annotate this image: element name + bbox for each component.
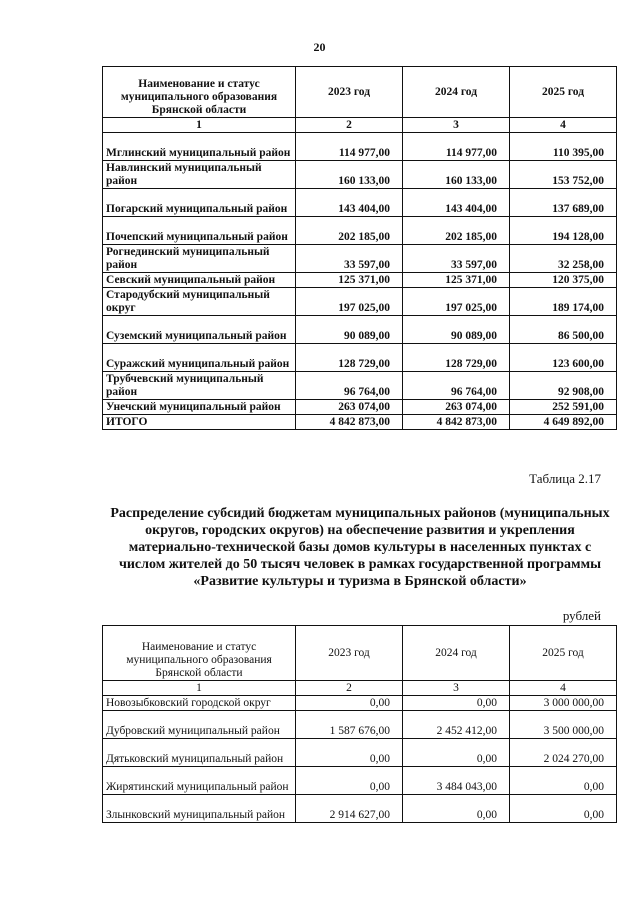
cell-2023: 1 587 676,00 — [296, 711, 403, 739]
cell-name: Погарский муниципальный район — [103, 189, 296, 217]
table-row — [103, 273, 617, 288]
table-row — [103, 217, 617, 245]
cell-2024: 0,00 — [403, 696, 510, 711]
cell-name: Жирятинский муниципальный район — [103, 767, 296, 795]
cell-2023: 202 185,00 — [296, 217, 403, 245]
table-culture-subsidies — [102, 625, 617, 823]
cell-name: Дятьковский муниципальный район — [103, 739, 296, 767]
cell-name: Унечский муниципальный район — [103, 400, 296, 415]
cell-2025: 2 024 270,00 — [510, 739, 617, 767]
index-cell: 1 — [103, 118, 296, 133]
index-cell: 3 — [403, 681, 510, 696]
cell-2023: 197 025,00 — [296, 288, 403, 316]
table-municipal-allocations — [102, 66, 617, 430]
cell-2023: 0,00 — [296, 767, 403, 795]
header-2023: 2023 год — [296, 67, 403, 118]
cell-2025: 3 000 000,00 — [510, 696, 617, 711]
cell-2024: 33 597,00 — [403, 245, 510, 273]
cell-2025: 137 689,00 — [510, 189, 617, 217]
header-2025: 2025 год — [510, 626, 617, 681]
cell-2025: 92 908,00 — [510, 372, 617, 400]
cell-2024: 90 089,00 — [403, 316, 510, 344]
cell-total-2023: 4 842 873,00 — [296, 415, 403, 430]
cell-2025: 32 258,00 — [510, 245, 617, 273]
cell-2023: 2 914 627,00 — [296, 795, 403, 823]
cell-2024: 3 484 043,00 — [403, 767, 510, 795]
cell-2023: 114 977,00 — [296, 133, 403, 161]
table-row — [103, 400, 617, 415]
cell-2023: 33 597,00 — [296, 245, 403, 273]
index-cell: 2 — [296, 118, 403, 133]
cell-2024: 96 764,00 — [403, 372, 510, 400]
cell-2023: 0,00 — [296, 696, 403, 711]
cell-2025: 123 600,00 — [510, 344, 617, 372]
cell-2023: 90 089,00 — [296, 316, 403, 344]
cell-2024: 128 729,00 — [403, 344, 510, 372]
cell-name: Мглинский муниципальный район — [103, 133, 296, 161]
table-row — [103, 767, 617, 795]
cell-total-2025: 4 649 892,00 — [510, 415, 617, 430]
cell-name: Новозыбковский городской округ — [103, 696, 296, 711]
cell-2025: 3 500 000,00 — [510, 711, 617, 739]
table-row — [103, 795, 617, 823]
table-row — [103, 133, 617, 161]
header-2024: 2024 год — [403, 626, 510, 681]
cell-2025: 189 174,00 — [510, 288, 617, 316]
cell-name: Навлинский муниципальный район — [103, 161, 296, 189]
table-row — [103, 316, 617, 344]
table-row — [103, 161, 617, 189]
cell-name: Почепский муниципальный район — [103, 217, 296, 245]
cell-2023: 96 764,00 — [296, 372, 403, 400]
cell-2023: 0,00 — [296, 739, 403, 767]
table-row — [103, 344, 617, 372]
cell-2024: 143 404,00 — [403, 189, 510, 217]
cell-2023: 143 404,00 — [296, 189, 403, 217]
index-cell: 3 — [403, 118, 510, 133]
cell-name: Рогнединский муниципальный район — [103, 245, 296, 273]
cell-2024: 197 025,00 — [403, 288, 510, 316]
cell-2025: 0,00 — [510, 795, 617, 823]
cell-2023: 263 074,00 — [296, 400, 403, 415]
cell-2024: 125 371,00 — [403, 273, 510, 288]
cell-2024: 2 452 412,00 — [403, 711, 510, 739]
cell-2023: 128 729,00 — [296, 344, 403, 372]
cell-2024: 263 074,00 — [403, 400, 510, 415]
table-header-row — [103, 626, 617, 681]
index-cell: 2 — [296, 681, 403, 696]
cell-2025: 120 375,00 — [510, 273, 617, 288]
index-cell: 4 — [510, 681, 617, 696]
index-cell: 1 — [103, 681, 296, 696]
cell-2024: 0,00 — [403, 795, 510, 823]
units-label: рублей — [562, 608, 601, 623]
table-row — [103, 711, 617, 739]
header-2025: 2025 год — [510, 67, 617, 118]
page-number: 20 — [313, 40, 326, 54]
table-header-row — [103, 67, 617, 118]
cell-2025: 153 752,00 — [510, 161, 617, 189]
cell-2025: 86 500,00 — [510, 316, 617, 344]
cell-name: Суземский муниципальный район — [103, 316, 296, 344]
cell-name: Севский муниципальный район — [103, 273, 296, 288]
cell-name: Стародубский муниципальный округ — [103, 288, 296, 316]
column-index-row — [103, 118, 617, 133]
table-row — [103, 696, 617, 711]
cell-name: Трубчевский муниципальный район — [103, 372, 296, 400]
column-index-row — [103, 681, 617, 696]
table-row — [103, 288, 617, 316]
table-row — [103, 189, 617, 217]
table-row — [103, 739, 617, 767]
cell-2025: 0,00 — [510, 767, 617, 795]
cell-2025: 252 591,00 — [510, 400, 617, 415]
cell-2024: 160 133,00 — [403, 161, 510, 189]
table-row — [103, 245, 617, 273]
index-cell: 4 — [510, 118, 617, 133]
cell-total-2024: 4 842 873,00 — [403, 415, 510, 430]
cell-name: Суражский муниципальный район — [103, 344, 296, 372]
cell-2024: 202 185,00 — [403, 217, 510, 245]
cell-2025: 110 395,00 — [510, 133, 617, 161]
table-label: Таблица 2.17 — [529, 471, 601, 486]
cell-total-label: ИТОГО — [103, 415, 296, 430]
table-total-row — [103, 415, 617, 430]
cell-2023: 160 133,00 — [296, 161, 403, 189]
header-2024: 2024 год — [403, 67, 510, 118]
cell-2024: 0,00 — [403, 739, 510, 767]
cell-name: Дубровский муниципальный район — [103, 711, 296, 739]
header-name: Наименование и статус муниципального образования Брянской области — [103, 626, 296, 681]
cell-2023: 125 371,00 — [296, 273, 403, 288]
header-name: Наименование и статус муниципального образования Брянской области — [103, 67, 296, 118]
table-row — [103, 372, 617, 400]
section-heading: Распределение субсидий бюджетам муниципальных районов (муниципальных округов, городских округов) на обеспечение развития и укрепления материально-технической базы домов культуры в населенных пунктах с числом жителей до 50 тысяч человек в рамках государственной программы «Развитие культуры и туризма в Брянской области» — [110, 506, 610, 589]
cell-2025: 194 128,00 — [510, 217, 617, 245]
header-2023: 2023 год — [296, 626, 403, 681]
cell-name: Злынковский муниципальный район — [103, 795, 296, 823]
cell-2024: 114 977,00 — [403, 133, 510, 161]
